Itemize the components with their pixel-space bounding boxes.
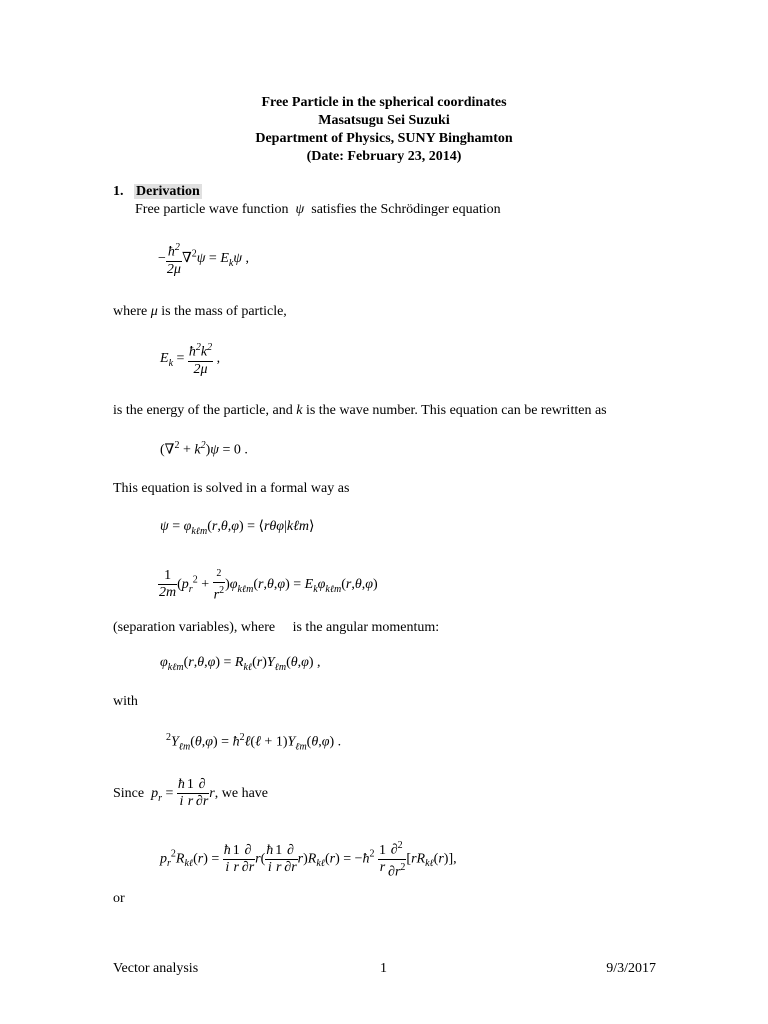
energy-k: k [296,403,303,418]
energy-text-a: is the energy of the particle, and [113,403,293,418]
paper-date: (Date: February 23, 2014) [306,149,462,164]
equation-wavefunction: $\psi = \varphi_{k\ell m}(r,\theta,\varphi)$ = ⟨rθφ|kℓm⟩ [160,519,315,537]
equation-schrodinger: − $\frac{ħ^2}{2\mu}$ $\nabla^2\psi = E_k\psi$ , [158,242,250,277]
footer-date: 9/3/2017 [606,961,656,976]
paper-title: Free Particle in the spherical coordinates [261,95,507,110]
equation-helmholtz: $(\nabla^2 + k^2)\psi = 0$ . [160,440,248,458]
equation-angular-eigen: $^2Y_{\ell m}(\theta,\varphi)$ = $ħ^2\ell(\ell + 1)Y_{\ell m}(\theta,\varphi)$ . [166,732,342,753]
paper-affiliation: Department of Physics, SUNY Binghamton [255,131,513,146]
section-number: 1. [113,184,124,199]
intro-text-b: satisfies the Schrödinger equation [311,202,501,217]
or-text: or [113,891,125,906]
formal-paragraph: This equation is solved in a formal way as [113,481,350,496]
since-text-b: , we have [214,786,269,801]
equation-energy: $E_k$ = $\frac{ħ^2k^2}{2\mu}$ , [160,342,221,377]
intro-text-a: Free particle wave function [135,202,289,217]
section-heading [113,183,202,201]
with-text: with [113,694,138,709]
page-number: 1 [380,961,387,976]
since-text-a: Since [113,786,145,801]
since-paragraph [113,776,268,817]
separation-text-a: (separation variables), where [113,620,276,635]
equation-pr-squared: $p_r^2R_{k\ell}(r)$ = $\frac{ħ}{i}$ $\frac{1}{r}$ $\frac{\partial}{\partial r}$ r( $\frac{ħ}{i}$ $\frac{1}{r}$ $\frac{\partial}{\partial r}$ $r)R_{k\ell}(r)$ = $-ħ^2$ $\frac{1}{r}$ $\frac{\partial^2}{\partial r^2}$ $[rR_{k\ell}(r)]$, [160,840,457,880]
energy-text-b: is the wave number. This equation can be rewritten as [305,403,607,418]
intro-paragraph: Free particle wave function ψ satisfies the Schrödinger equation [135,202,501,217]
section-title: Derivation [136,184,200,199]
mass-text-a: where [113,304,148,319]
mass-paragraph: where μ is the mass of particle, [113,304,287,319]
footer-left: Vector analysis [113,961,199,976]
equation-separation: $\varphi_{k\ell m}(r,\theta,\varphi) = R_{k\ell}(r)Y_{\ell m}(\theta,\varphi)$ , [160,655,321,673]
mass-text-b: is the mass of particle, [161,304,287,319]
equation-pr-definition: $p_r$ = $\frac{ħ}{i}$ $\frac{1}{r}$ $\frac{\partial}{\partial r}$ r [147,777,215,810]
separation-paragraph [113,619,439,637]
equation-radial-operator: $\frac{1}{2m}$ ($p_r^2$ + $\frac{2}{r^2}$ )$\varphi_{k\ell m}(r,\theta,\varphi) = E_k\varphi_{k\ell m}(r,\theta,\varphi)$ [159,568,378,603]
energy-paragraph [113,402,607,420]
separation-text-b: is the angular momentum: [292,620,440,635]
paper-author: Masatsugu Sei Suzuki [318,113,450,128]
